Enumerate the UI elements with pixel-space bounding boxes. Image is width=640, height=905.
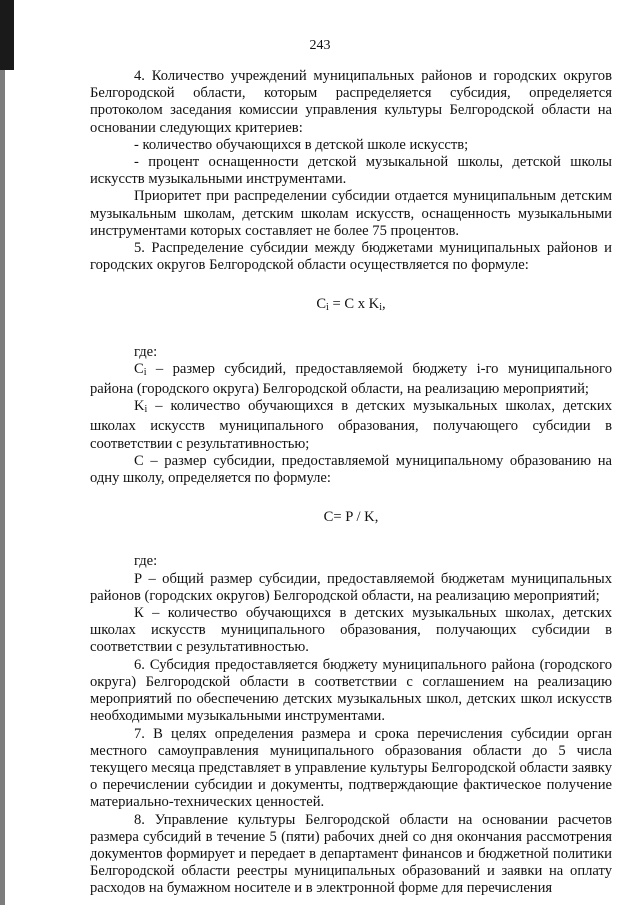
document-body xyxy=(90,68,612,898)
definition-ci-symbol: C xyxy=(134,360,144,377)
definition-ci-text: – размер субсидий, предоставляемой бюджету i-го муниципального района (городского округа) Белгородской области, на реализацию мероприятий; xyxy=(90,360,612,398)
definition-p: Р – общий размер субсидии, предоставляемой бюджетам муниципальных районов (городских округов) Белгородской области, на реализацию мероприятий; xyxy=(90,570,612,604)
paragraph-5: 5. Распределение субсидии между бюджетами муниципальных районов и городских округов Белгородской области осуществляется по формуле: xyxy=(90,240,612,274)
formula-1-lhs: C xyxy=(316,296,327,313)
priority-paragraph: Приоритет при распределении субсидии отдается муниципальным детским музыкальным школам, детским школам искусств, оснащенность музыкальными инструментами которых составляет не более 75 процентов. xyxy=(90,188,612,239)
definition-ki xyxy=(90,398,612,453)
where-label-2: где: xyxy=(134,553,158,570)
formula-1-rhs-sub: i xyxy=(379,302,383,314)
definition-ki-text: – количество обучающихся в детских музыкальных школах, детских школах искусств муниципального образования, получающего субсидии в соответствии с результативностью; xyxy=(90,398,612,452)
formula-1-end: , xyxy=(382,296,386,313)
criterion-2: - процент оснащенности детской музыкальной школы, детской школы искусств музыкальными инструментами. xyxy=(90,154,612,188)
definition-ki-symbol: K xyxy=(134,398,145,415)
where-label-1: где: xyxy=(134,343,158,360)
definition-c: С – размер субсидии, предоставляемой муниципальному образованию на одну школу, определяется по формуле: xyxy=(90,452,612,487)
paragraph-8: 8. Управление культуры Белгородской области на основании расчетов размера субсидий в течение 5 (пяти) рабочих дней со дня окончания рассмотрения документов формирует и передает в департамент финансов и бюджетной политики Белгородской области реестры муниципальных образований и заявки на оплату расходов на бумажном носителе и в электронной форме для перечисления xyxy=(90,811,612,897)
formula-1-rhs: = C x K xyxy=(328,296,380,313)
scan-edge-mark xyxy=(0,0,14,70)
definition-ci-sub: i xyxy=(143,366,147,378)
paragraph-7: 7. В целях определения размера и срока перечисления субсидии орган местного самоуправления муниципального образования области до 5 числа текущего месяца представляет в управление культуры Белгородской области заявку о перечислении субсидии и документы, подтверждающие фактическое получение материально-технических ценностей. xyxy=(90,725,612,811)
page-number: 243 xyxy=(309,38,331,53)
formula-1 xyxy=(90,296,612,316)
definition-ci xyxy=(90,361,612,398)
formula-2: C= P / K, xyxy=(323,509,379,526)
paragraph-4: 4. Количество учреждений муниципальных районов и городских округов Белгородской области, которым распределяется субсидия, определяется протоколом заседания комиссии управления культуры Белгородской области на основании следующих критериев: xyxy=(90,68,612,136)
formula-1-lhs-sub: i xyxy=(326,302,329,314)
criterion-1: - количество обучающихся в детской школе искусств; xyxy=(134,136,469,153)
definition-k: К – количество обучающихся в детских музыкальных школах, детских школах искусств муниципального образования, получающих субсидии в соответствии с результативностью. xyxy=(90,605,612,656)
scan-edge-line xyxy=(0,70,5,905)
paragraph-6: 6. Субсидия предоставляется бюджету муниципального района (городского округа) Белгородской области в соответствии с соглашением на реализацию мероприятий по обеспечению детских музыкальных школ, детских школ искусств необходимыми музыкальными инструментами. xyxy=(90,656,612,725)
definition-ki-sub: i xyxy=(144,404,148,416)
